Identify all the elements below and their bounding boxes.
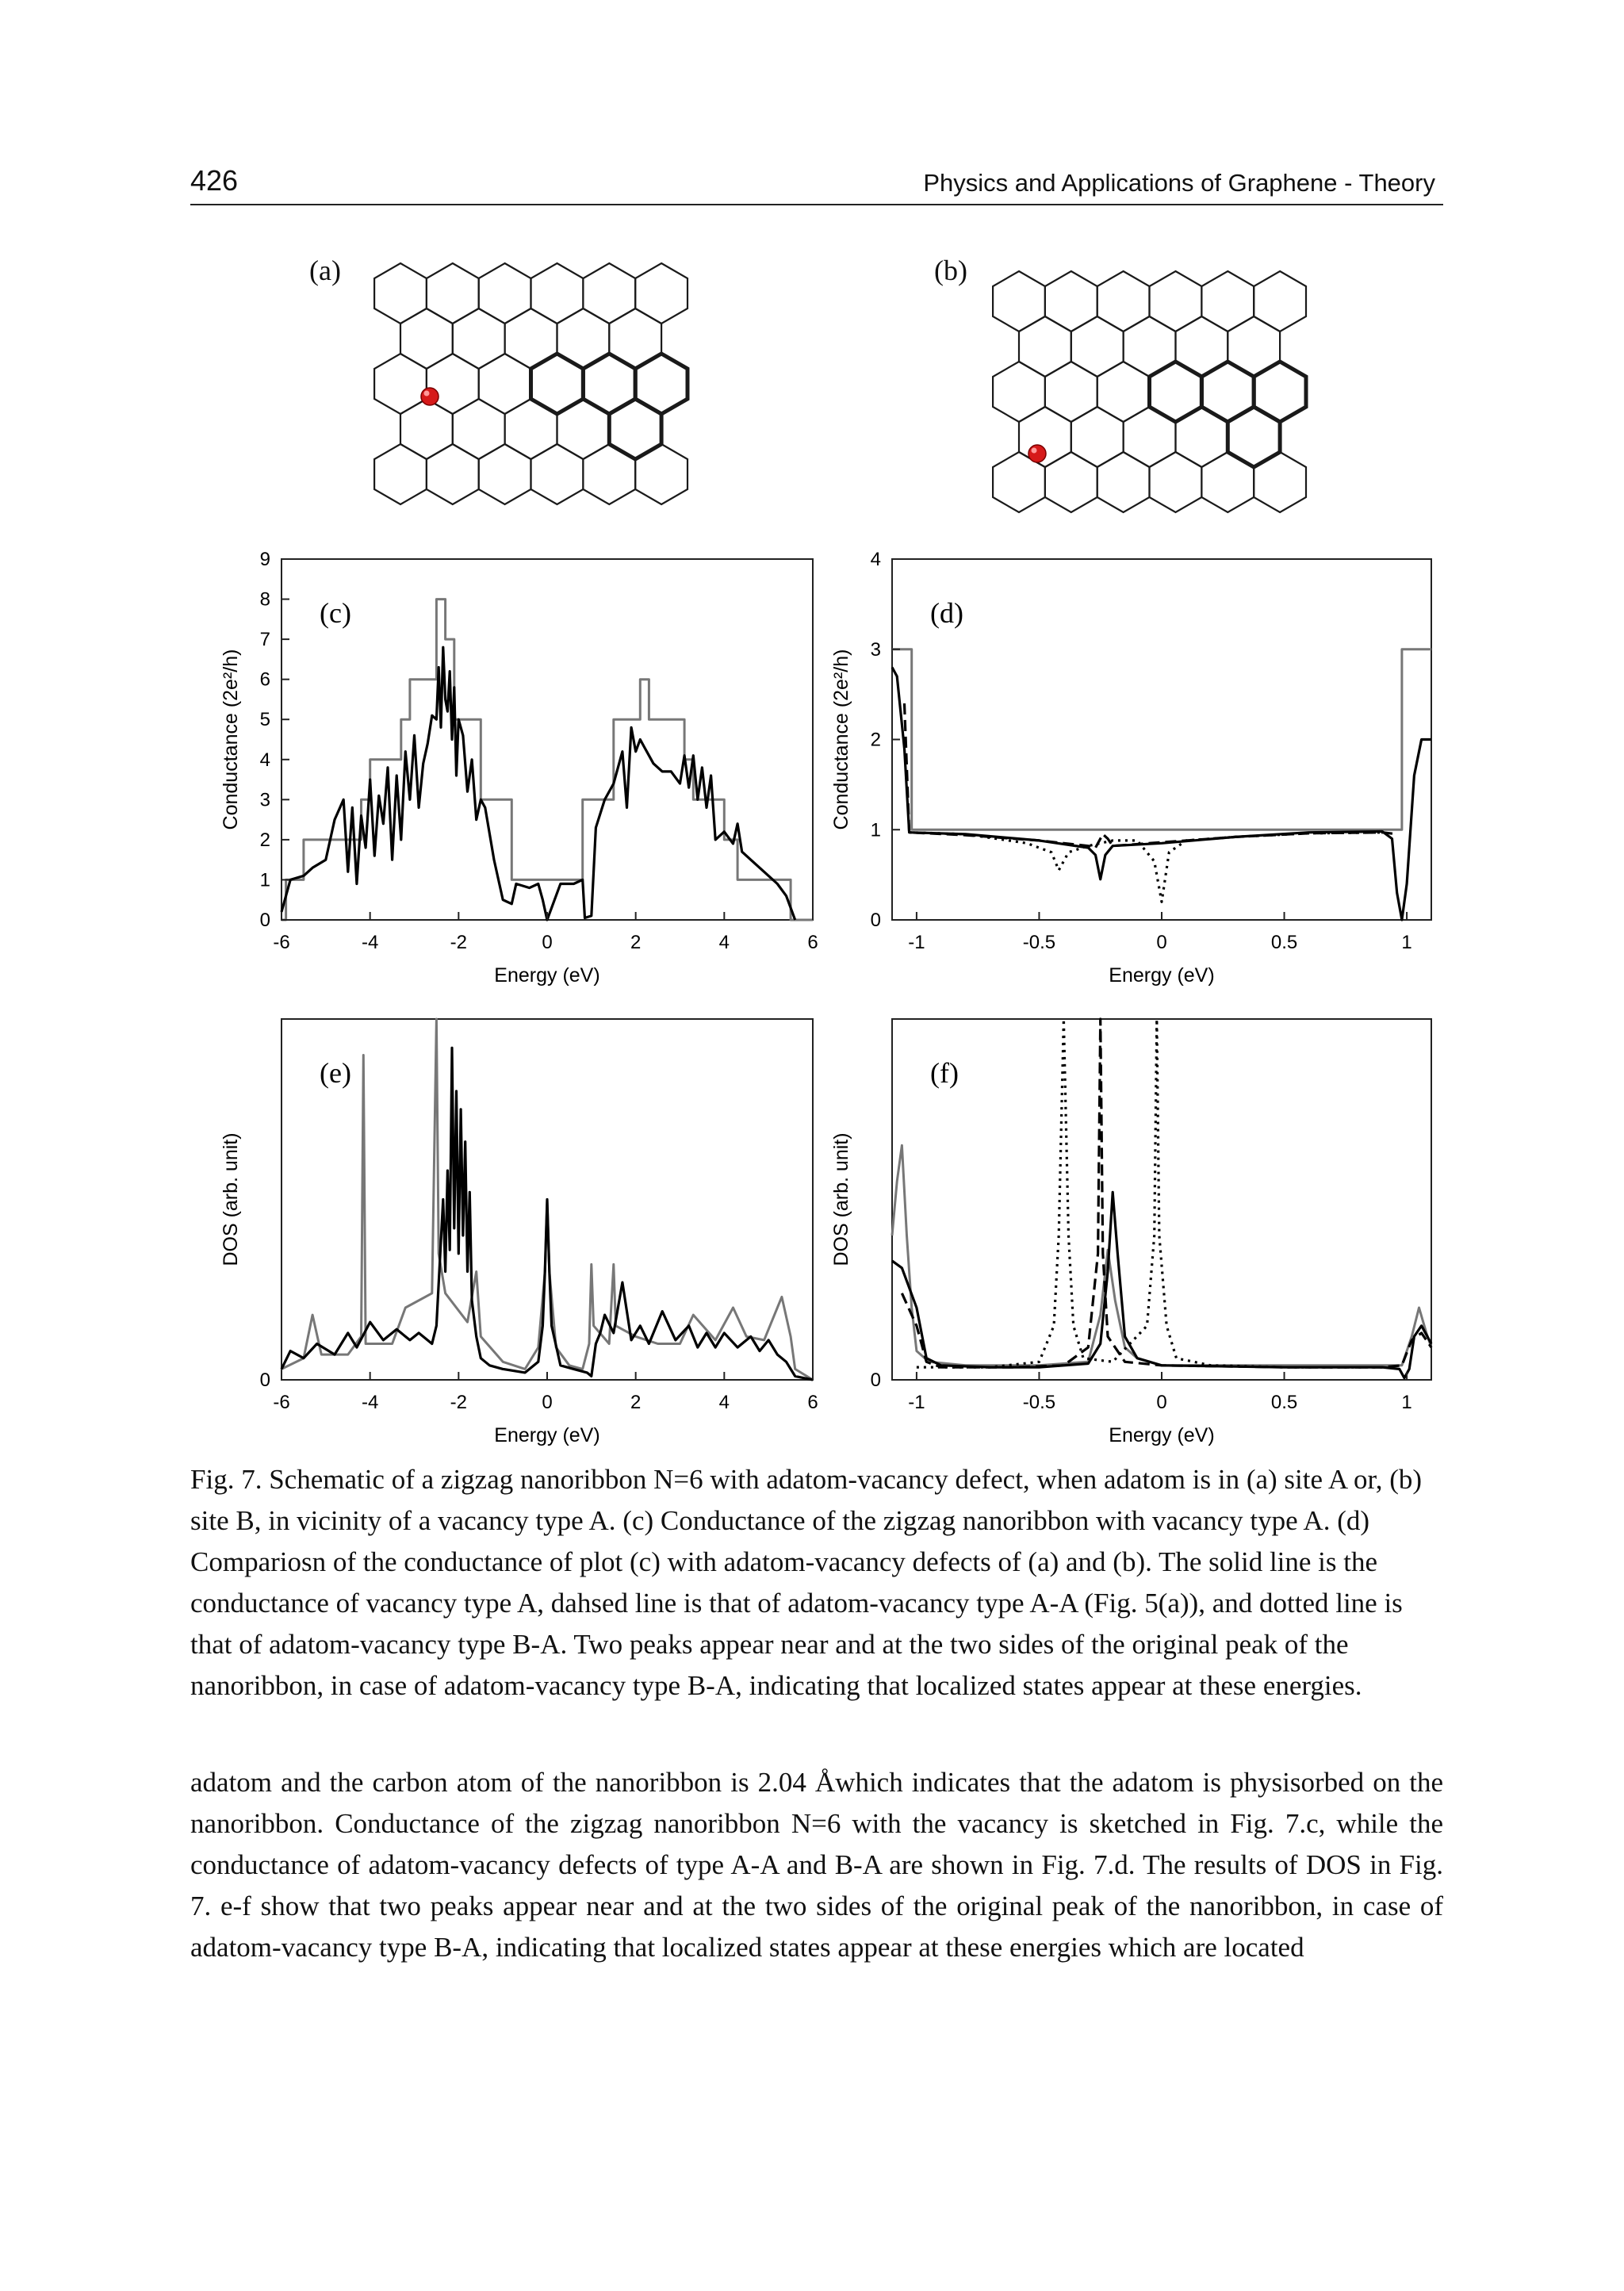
body-paragraph: adatom and the carbon atom of the nanoribbon is 2.04 Åwhich indicates that the adatom is physisorbed on the nanoribbon. Conductance of the zigzag nanoribbon N=6 with the vacancy is sketched in Fig. 7.c, while the conductance of adatom-vacancy defects of type A-A and B-A are shown in Fig. 7.d. The results of DOS in Fig. 7. e-f show that two peaks appear near and at the two sides of the original peak of the nanoribbon, in case of adatom-vacancy type B-A, indicating that localized states appear at these energies which are located [190, 1767, 1443, 1963]
panel-label: (c) [320, 597, 351, 629]
hexagon-cell [1071, 316, 1124, 377]
hexagon-cell [1045, 271, 1097, 331]
hexagon-cell [1150, 271, 1202, 331]
series-line-solid [892, 649, 1431, 830]
hexagon-cell [583, 263, 635, 324]
x-tick-label: 1 [1401, 1392, 1412, 1413]
adatom-marker [1028, 445, 1046, 462]
x-tick-label: 0 [1156, 1392, 1167, 1413]
hexagon-cell [1228, 407, 1280, 467]
y-axis-label: Conductance (2e²/h) [220, 649, 242, 830]
hexagon-cell [1045, 362, 1097, 422]
plot-svg [813, 547, 1447, 999]
adatom-highlight [424, 391, 430, 397]
series-line-solid [892, 1145, 1431, 1366]
hexagon-cell [479, 354, 531, 414]
hexagon-cell [453, 399, 505, 459]
x-tick-label: -2 [450, 1392, 468, 1413]
panel-label: (d) [930, 597, 963, 629]
lattice-schematic-b [983, 270, 1316, 531]
x-axis-label: Energy (eV) [494, 964, 600, 987]
x-tick-label: -4 [361, 932, 379, 953]
series-line-solid [282, 600, 813, 920]
plot-svg [202, 547, 829, 999]
hexagon-cell [1097, 452, 1150, 512]
hexagon-cell [1097, 271, 1150, 331]
running-title: Physics and Applications of Graphene - Theory [923, 169, 1435, 197]
hexagon-cell [427, 354, 479, 414]
y-tick-label: 5 [259, 709, 270, 731]
y-tick-label: 0 [259, 910, 270, 931]
conductance-plot-d [813, 547, 1447, 999]
hexagon-cell [453, 308, 505, 369]
y-tick-label: 3 [259, 789, 270, 811]
y-tick-label: 9 [259, 549, 270, 570]
x-tick-label: -0.5 [1022, 932, 1056, 953]
plot-frame [892, 1019, 1431, 1380]
hexagon-cell [993, 362, 1045, 422]
y-tick-label: 4 [870, 549, 881, 570]
hexagon-cell [1150, 452, 1202, 512]
dos-plot-e [202, 1007, 829, 1459]
y-tick-label: 4 [259, 749, 270, 771]
x-axis-label: Energy (eV) [1109, 964, 1215, 987]
x-tick-label: 0.5 [1270, 932, 1298, 953]
hexagon-cell [374, 444, 427, 504]
hexagon-cell [374, 263, 427, 324]
hexagon-cell [1019, 316, 1071, 377]
hexagon-cell [1150, 362, 1202, 422]
x-axis-label: Energy (eV) [1109, 1424, 1215, 1446]
plot-frame [892, 559, 1431, 920]
figure-caption: Fig. 7. Schematic of a zigzag nanoribbon N=6 with adatom-vacancy defect, when adatom is in (a) site A or, (b) site B, in vicinity of a vacancy type A. (c) Conductance of the zigzag nanoribbon with vacancy type A. (d) Compariosn of the conductance of plot (c) with adatom-vacancy defects of (a) and (b). The solid line is the conductance of vacancy type A, dahsed line is that of adatom-vacancy type A-A (Fig. 5(a)), and dotted line is that of adatom-vacancy type B-A. Two peaks appear near and at the two sides of the original peak of the nanoribbon, in case of adatom-vacancy type B-A, indicating that localized states appear at these energies. [190, 1464, 1423, 1701]
x-tick-label: 2 [630, 1392, 642, 1413]
plot-svg [202, 1007, 829, 1459]
y-axis-label: DOS (arb. unit) [830, 1132, 852, 1266]
x-tick-label: 4 [718, 932, 730, 953]
panel-label: (e) [320, 1057, 351, 1089]
hexagon-cell [427, 444, 479, 504]
running-header [190, 163, 1443, 205]
panel-a-label: (a) [309, 255, 341, 286]
series-line-dotted [917, 1019, 1382, 1367]
lattice-schematic-a [365, 262, 698, 523]
y-tick-label: 2 [870, 729, 881, 751]
hexagon-cell [1201, 271, 1254, 331]
adatom-marker [421, 388, 439, 405]
x-tick-label: 4 [718, 1392, 730, 1413]
plot-svg [813, 1007, 1447, 1459]
x-tick-label: -6 [273, 1392, 290, 1413]
x-tick-label: 0 [542, 932, 553, 953]
x-tick-label: -2 [450, 932, 468, 953]
x-tick-label: 2 [630, 932, 642, 953]
hexagon-cell [1097, 362, 1150, 422]
y-tick-label: 0 [259, 1370, 270, 1391]
page-number: 426 [190, 164, 239, 197]
hexagon-cell [400, 399, 453, 459]
y-tick-label: 0 [870, 1370, 881, 1391]
hexagon-cell [479, 444, 531, 504]
y-tick-label: 0 [870, 910, 881, 931]
adatom-highlight [1032, 448, 1037, 454]
conductance-plot-c [202, 547, 829, 999]
hexagon-cell [400, 308, 453, 369]
x-tick-label: 6 [807, 932, 818, 953]
x-tick-label: 0 [542, 1392, 553, 1413]
hexagon-cell [531, 263, 584, 324]
panel-label: (f) [930, 1057, 959, 1089]
hexagon-cell [1254, 271, 1306, 331]
x-tick-label: 0.5 [1270, 1392, 1298, 1413]
x-tick-label: -0.5 [1022, 1392, 1056, 1413]
hexagon-cell [531, 354, 584, 414]
y-tick-label: 1 [259, 869, 270, 891]
series-line-dashed [905, 703, 1397, 848]
plot-frame [282, 559, 813, 920]
y-tick-label: 3 [870, 638, 881, 661]
series-line-solid [892, 1192, 1431, 1377]
x-tick-label: -1 [908, 1392, 925, 1413]
hexagon-cell [1045, 452, 1097, 512]
y-tick-label: 1 [870, 819, 881, 841]
y-tick-label: 7 [259, 629, 270, 651]
x-tick-label: 1 [1401, 932, 1412, 953]
hexagon-cell [609, 399, 661, 459]
hexagon-cell [374, 354, 427, 414]
panel-b-label: (b) [934, 255, 967, 286]
y-tick-label: 8 [259, 588, 270, 611]
dos-plot-f [813, 1007, 1447, 1459]
hexagon-cell [1071, 407, 1124, 467]
x-axis-label: Energy (eV) [494, 1424, 600, 1446]
hexagon-cell [635, 263, 688, 324]
hexagon-cell [479, 263, 531, 324]
x-tick-label: -4 [361, 1392, 379, 1413]
y-axis-label: Conductance (2e²/h) [830, 649, 852, 830]
y-tick-label: 6 [259, 669, 270, 691]
hexagon-cell [993, 271, 1045, 331]
y-tick-label: 2 [259, 829, 270, 851]
hexagon-cell [427, 263, 479, 324]
x-tick-label: 6 [807, 1392, 818, 1413]
x-tick-label: -6 [273, 932, 290, 953]
x-tick-label: 0 [1156, 932, 1167, 953]
y-axis-label: DOS (arb. unit) [220, 1132, 242, 1266]
hexagon-cell [531, 444, 584, 504]
x-tick-label: -1 [908, 932, 925, 953]
series-line-solid [892, 668, 1431, 921]
